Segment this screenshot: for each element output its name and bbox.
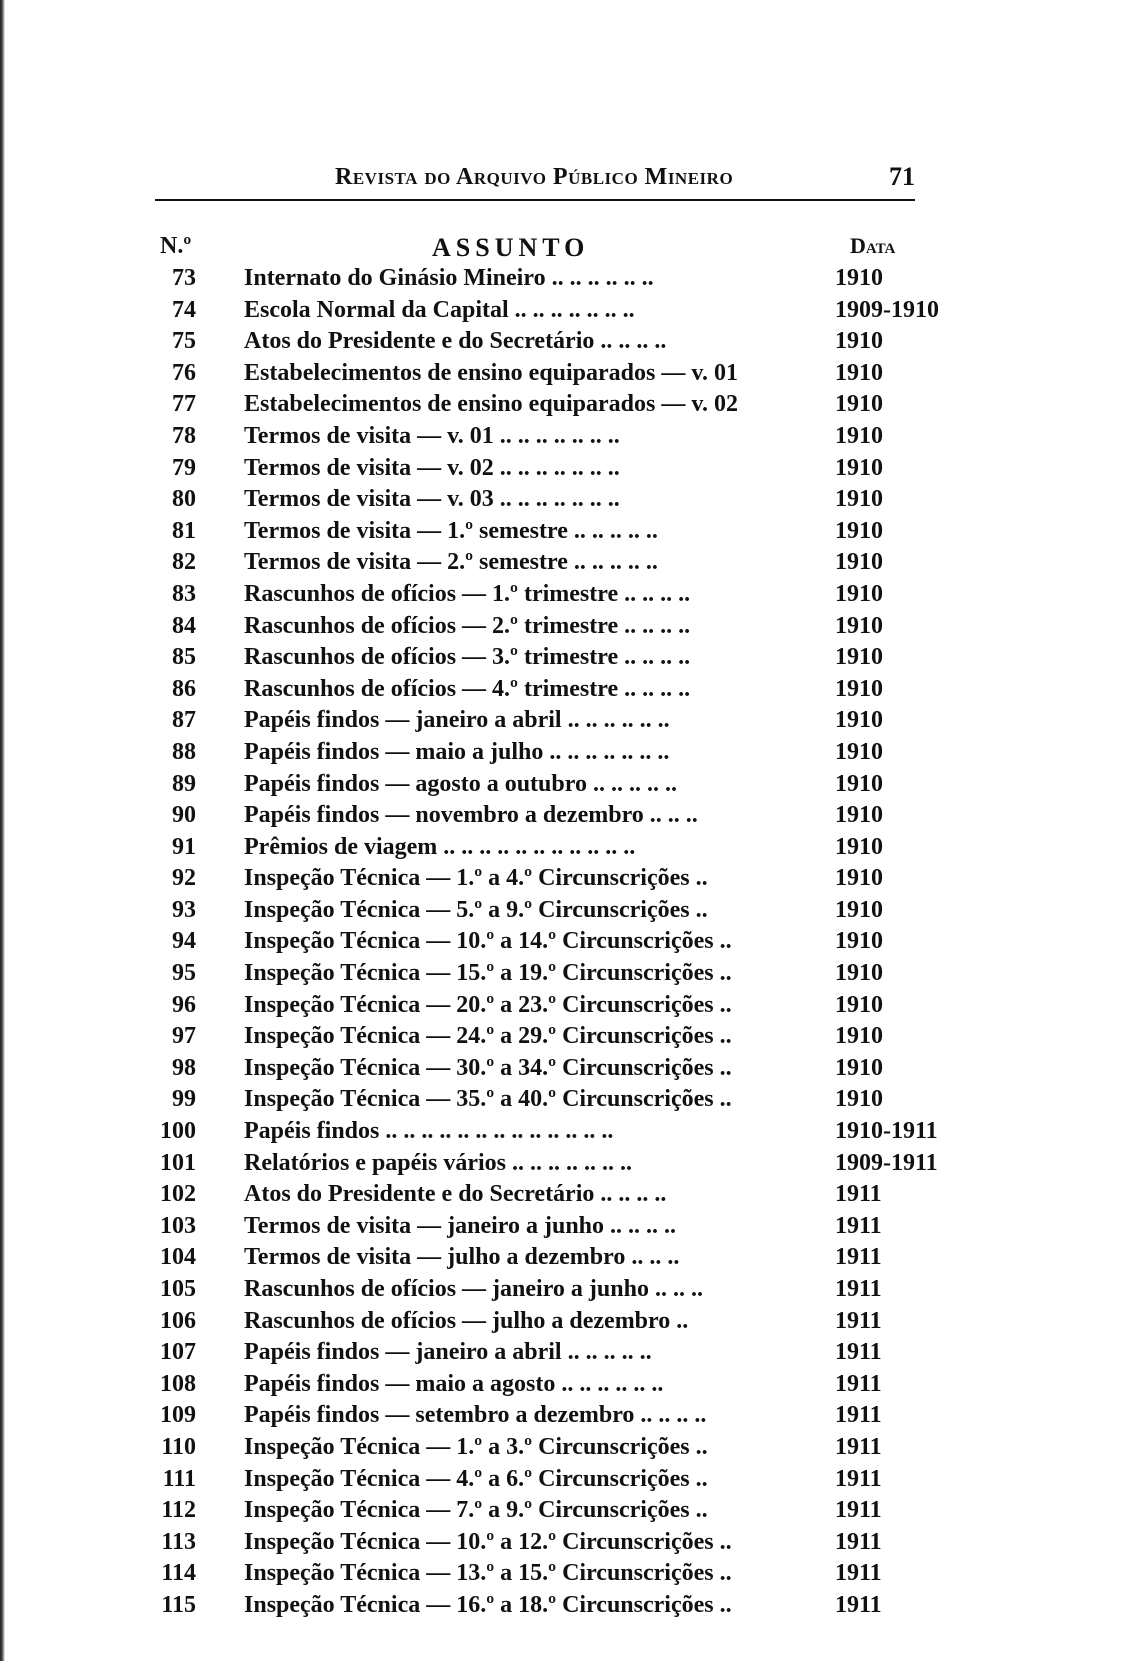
entry-number: 98 <box>172 1054 196 1081</box>
list-item <box>0 389 1121 421</box>
entry-number: 73 <box>172 265 196 291</box>
entry-number: 95 <box>172 960 196 987</box>
entry-subject: Papéis findos .. .. .. .. .. .. .. .. .. .. .. .. .. <box>244 1118 614 1145</box>
list-item <box>0 358 1121 390</box>
list-item <box>0 1274 1121 1306</box>
entry-date: 1910 <box>835 644 883 671</box>
entry-subject: Relatórios e papéis vários .. .. .. .. .. .. .. <box>244 1149 632 1176</box>
entry-number: 115 <box>161 1591 196 1618</box>
entry-subject: Termos de visita — julho a dezembro .. .. .. <box>244 1244 680 1271</box>
entry-date: 1910 <box>835 612 883 639</box>
list-item <box>0 326 1121 358</box>
entry-number: 102 <box>160 1181 196 1208</box>
entry-date: 1911 <box>835 1402 882 1429</box>
entry-number: 81 <box>172 517 196 544</box>
entry-date: 1910 <box>835 960 883 987</box>
entry-subject: Inspeção Técnica — 5.º a 9.º Circunscrições .. <box>244 896 708 923</box>
entry-number: 91 <box>172 833 196 860</box>
entry-date: 1911 <box>835 1244 882 1271</box>
list-item <box>0 547 1121 579</box>
entry-list <box>0 263 1121 1622</box>
column-header-date: Data <box>850 233 896 258</box>
entry-number: 87 <box>172 707 196 734</box>
entry-date: 1910 <box>835 802 883 829</box>
list-item <box>0 611 1121 643</box>
entry-date: 1911 <box>835 1497 882 1524</box>
column-header-subject: ASSUNTO <box>432 233 590 262</box>
entry-number: 94 <box>172 928 196 955</box>
list-item <box>0 642 1121 674</box>
entry-subject: Inspeção Técnica — 4.º a 6.º Circunscrições .. <box>244 1465 708 1492</box>
list-item <box>0 1084 1121 1116</box>
list-item <box>0 1211 1121 1243</box>
entry-subject: Inspeção Técnica — 1.º a 4.º Circunscrições .. <box>244 865 708 892</box>
entry-date: 1910 <box>835 991 883 1018</box>
entry-date: 1910 <box>835 770 883 797</box>
entry-number: 80 <box>172 486 196 513</box>
entry-date: 1910 <box>835 265 883 291</box>
entry-date: 1911 <box>835 1276 882 1302</box>
list-item <box>0 421 1121 453</box>
entry-number: 110 <box>161 1433 196 1460</box>
entry-date: 1910 <box>835 391 883 418</box>
entry-number: 75 <box>172 328 196 355</box>
list-item <box>0 926 1121 958</box>
list-item <box>0 453 1121 485</box>
entry-subject: Papéis findos — maio a julho .. .. .. .. .. .. .. <box>244 738 670 765</box>
entry-number: 79 <box>172 454 196 481</box>
entry-number: 76 <box>172 359 196 386</box>
entry-subject: Estabelecimentos de ensino equiparados — v. 02 <box>244 391 739 418</box>
entry-subject: Rascunhos de ofícios — julho a dezembro .. <box>244 1307 689 1334</box>
entry-date: 1911 <box>835 1528 882 1555</box>
list-item <box>0 800 1121 832</box>
entry-date: 1910 <box>835 865 883 892</box>
entry-date: 1911 <box>835 1591 882 1618</box>
list-item <box>0 737 1121 769</box>
entry-number: 100 <box>160 1118 196 1145</box>
entry-number: 82 <box>172 549 196 576</box>
entry-subject: Rascunhos de ofícios — 2.º trimestre .. .. .. .. <box>244 612 691 639</box>
entry-subject: Rascunhos de ofícios — 3.º trimestre .. .. .. .. <box>244 644 691 671</box>
list-item <box>0 1337 1121 1369</box>
list-item <box>0 484 1121 516</box>
list-item <box>0 1527 1121 1559</box>
header-rule <box>155 199 915 201</box>
list-item <box>0 674 1121 706</box>
entry-subject: Rascunhos de ofícios — janeiro a junho .. .. .. <box>244 1276 703 1302</box>
entry-subject: Rascunhos de ofícios — 4.º trimestre .. .. .. .. <box>244 675 691 702</box>
entry-subject: Termos de visita — v. 02 .. .. .. .. .. .. .. <box>244 454 620 481</box>
entry-number: 107 <box>160 1339 196 1366</box>
list-item <box>0 705 1121 737</box>
list-item <box>0 1558 1121 1590</box>
list-item <box>0 516 1121 548</box>
entry-date: 1911 <box>835 1370 882 1397</box>
entry-date: 1910 <box>835 1086 883 1113</box>
entry-date: 1910 <box>835 359 883 386</box>
entry-subject: Termos de visita — 1.º semestre .. .. .. .. .. <box>244 517 658 544</box>
entry-number: 93 <box>172 896 196 923</box>
list-item <box>0 1464 1121 1496</box>
list-item <box>0 1306 1121 1338</box>
entry-date: 1910-1911 <box>835 1118 938 1145</box>
entry-date: 1911 <box>835 1307 882 1334</box>
entry-subject: Rascunhos de ofícios — 1.º trimestre .. .. .. .. <box>244 580 691 607</box>
entry-date: 1910 <box>835 549 883 576</box>
entry-number: 78 <box>172 422 196 449</box>
entry-subject: Inspeção Técnica — 10.º a 12.º Circunscrições .. <box>244 1528 732 1555</box>
entry-number: 96 <box>172 991 196 1018</box>
entry-date: 1910 <box>835 896 883 923</box>
entry-subject: Inspeção Técnica — 20.º a 23.º Circunscrições .. <box>244 991 732 1018</box>
entry-number: 74 <box>172 296 196 323</box>
list-item <box>0 1116 1121 1148</box>
entry-number: 111 <box>162 1465 196 1492</box>
entry-number: 103 <box>160 1212 196 1239</box>
entry-number: 109 <box>160 1402 196 1429</box>
list-item <box>0 1432 1121 1464</box>
entry-subject: Papéis findos — agosto a outubro .. .. .. .. .. <box>244 770 677 797</box>
entry-date: 1910 <box>835 328 883 355</box>
list-item <box>0 295 1121 327</box>
entry-number: 90 <box>172 802 196 829</box>
running-head <box>155 160 915 200</box>
entry-subject: Atos do Presidente e do Secretário .. .. .. .. <box>244 328 667 355</box>
entry-date: 1910 <box>835 833 883 860</box>
entry-subject: Papéis findos — janeiro a abril .. .. .. .. .. .. <box>244 707 670 734</box>
entry-subject: Internato do Ginásio Mineiro .. .. .. .. .. .. <box>244 265 654 291</box>
entry-date: 1910 <box>835 517 883 544</box>
entry-subject: Inspeção Técnica — 30.º a 34.º Circunscrições .. <box>244 1054 732 1081</box>
entry-number: 92 <box>172 865 196 892</box>
entry-date: 1910 <box>835 580 883 607</box>
entry-number: 97 <box>172 1023 196 1050</box>
entry-date: 1911 <box>835 1212 882 1239</box>
entry-date: 1910 <box>835 738 883 765</box>
entry-number: 85 <box>172 644 196 671</box>
entry-date: 1910 <box>835 707 883 734</box>
entry-number: 104 <box>160 1244 196 1271</box>
entry-number: 108 <box>160 1370 196 1397</box>
entry-subject: Estabelecimentos de ensino equiparados — v. 01 <box>244 359 739 386</box>
list-item <box>0 1148 1121 1180</box>
entry-date: 1910 <box>835 422 883 449</box>
entry-number: 113 <box>161 1528 196 1555</box>
entry-date: 1910 <box>835 675 883 702</box>
list-item <box>0 832 1121 864</box>
entry-subject: Inspeção Técnica — 35.º a 40.º Circunscrições .. <box>244 1086 732 1113</box>
entry-number: 99 <box>172 1086 196 1113</box>
entry-subject: Inspeção Técnica — 7.º a 9.º Circunscrições .. <box>244 1497 708 1524</box>
list-item <box>0 863 1121 895</box>
list-item <box>0 895 1121 927</box>
entry-subject: Termos de visita — v. 03 .. .. .. .. .. .. .. <box>244 486 620 513</box>
list-item <box>0 579 1121 611</box>
list-item <box>0 1590 1121 1622</box>
entry-subject: Atos do Presidente e do Secretário .. .. .. .. <box>244 1181 667 1208</box>
list-item <box>0 958 1121 990</box>
entry-subject: Termos de visita — 2.º semestre .. .. .. .. .. <box>244 549 658 576</box>
entry-number: 114 <box>161 1560 196 1587</box>
column-header-number: N.º <box>160 233 192 259</box>
entry-date: 1909-1911 <box>835 1149 938 1176</box>
list-item <box>0 990 1121 1022</box>
entry-number: 101 <box>160 1149 196 1176</box>
list-item <box>0 263 1121 295</box>
entry-subject: Papéis findos — janeiro a abril .. .. .. .. .. <box>244 1339 652 1366</box>
entry-date: 1910 <box>835 454 883 481</box>
entry-subject: Escola Normal da Capital .. .. .. .. .. .. .. <box>244 296 635 323</box>
entry-subject: Inspeção Técnica — 1.º a 3.º Circunscrições .. <box>244 1433 708 1460</box>
list-item <box>0 769 1121 801</box>
page-number: 71 <box>889 162 915 191</box>
entry-number: 112 <box>161 1497 196 1524</box>
entry-subject: Termos de visita — janeiro a junho .. .. .. .. <box>244 1212 677 1239</box>
entry-date: 1910 <box>835 486 883 513</box>
list-item <box>0 1495 1121 1527</box>
entry-subject: Inspeção Técnica — 13.º a 15.º Circunscrições .. <box>244 1560 732 1587</box>
entry-subject: Inspeção Técnica — 16.º a 18.º Circunscrições .. <box>244 1591 732 1618</box>
entry-number: 106 <box>160 1307 196 1334</box>
list-item <box>0 1242 1121 1274</box>
entry-subject: Termos de visita — v. 01 .. .. .. .. .. .. .. <box>244 422 620 449</box>
entry-date: 1910 <box>835 1054 883 1081</box>
entry-date: 1911 <box>835 1181 882 1208</box>
entry-subject: Papéis findos — maio a agosto .. .. .. .. .. .. <box>244 1370 664 1397</box>
entry-subject: Prêmios de viagem .. .. .. .. .. .. .. .. .. .. .. <box>244 833 636 860</box>
list-item <box>0 1369 1121 1401</box>
entry-subject: Papéis findos — novembro a dezembro .. .. .. <box>244 802 698 829</box>
list-item <box>0 1021 1121 1053</box>
entry-subject: Inspeção Técnica — 10.º a 14.º Circunscrições .. <box>244 928 732 955</box>
entry-subject: Papéis findos — setembro a dezembro .. .. .. .. <box>244 1402 707 1429</box>
entry-date: 1911 <box>835 1560 882 1587</box>
entry-number: 86 <box>172 675 196 702</box>
entry-date: 1911 <box>835 1433 882 1460</box>
entry-number: 89 <box>172 770 196 797</box>
entry-date: 1911 <box>835 1339 882 1366</box>
entry-number: 83 <box>172 580 196 607</box>
entry-subject: Inspeção Técnica — 24.º a 29.º Circunscrições .. <box>244 1023 732 1050</box>
list-item <box>0 1400 1121 1432</box>
list-item <box>0 1179 1121 1211</box>
entry-number: 105 <box>160 1276 196 1302</box>
running-title: Revista do Arquivo Público Mineiro <box>335 164 734 190</box>
entry-number: 88 <box>172 738 196 765</box>
entry-subject: Inspeção Técnica — 15.º a 19.º Circunscrições .. <box>244 960 732 987</box>
entry-date: 1911 <box>835 1465 882 1492</box>
list-item <box>0 1053 1121 1085</box>
entry-date: 1910 <box>835 928 883 955</box>
entry-date: 1910 <box>835 1023 883 1050</box>
entry-date: 1909-1910 <box>835 296 939 323</box>
entry-number: 77 <box>172 391 196 418</box>
entry-number: 84 <box>172 612 196 639</box>
